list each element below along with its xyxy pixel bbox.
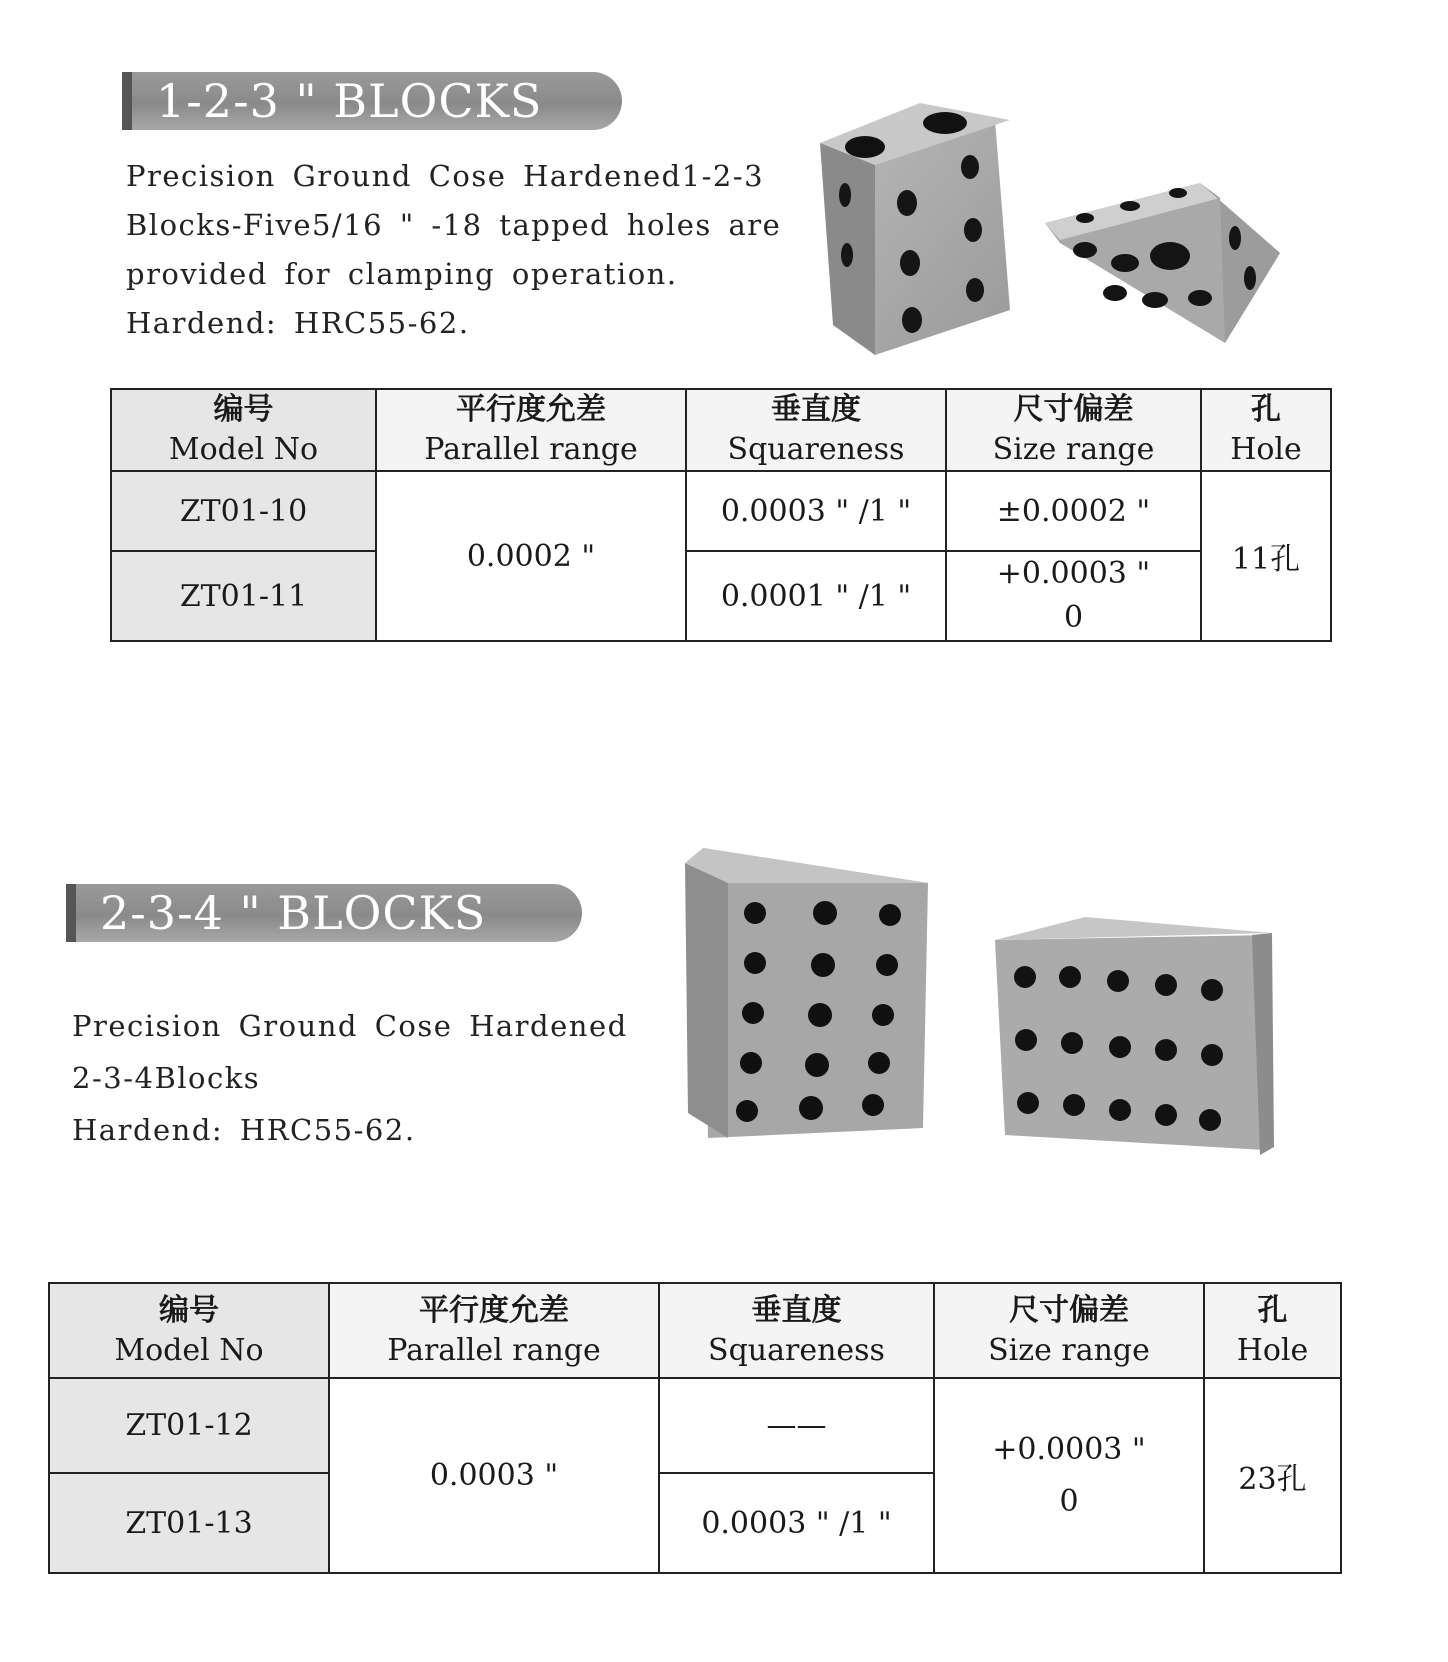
header-hole (1204, 1283, 1341, 1378)
header-squareness-cn: 垂直度 (771, 392, 861, 427)
block-234-upright-image (683, 843, 933, 1143)
desc-line: Precision Ground Cose Hardened (72, 1009, 628, 1043)
header-model-en: Model No (114, 1332, 264, 1368)
desc-line: Precision Ground Cose Hardened1-2-3 (126, 159, 765, 193)
header-size (946, 389, 1201, 471)
hole-cell: 11孔 (1201, 471, 1331, 641)
header-hole-en: Hole (1236, 1332, 1309, 1368)
table-row (111, 551, 1331, 641)
desc-line: Blocks-Five5/16 " -18 tapped holes are (126, 208, 782, 242)
header-squareness-en: Squareness (708, 1332, 885, 1368)
description-234 (72, 1000, 628, 1156)
size-value: +0.0003 " (992, 1431, 1146, 1467)
size-value-lower: 0 (1059, 1483, 1079, 1519)
table-row (111, 471, 1331, 551)
squareness-cell: 0.0003 " /1 " (686, 471, 946, 551)
header-model (49, 1283, 329, 1378)
header-squareness (659, 1283, 934, 1378)
hole-cell: 23孔 (1204, 1378, 1341, 1573)
header-hole (1201, 389, 1331, 471)
header-hole-cn: 孔 (1257, 1292, 1288, 1328)
block-123-upright-image (815, 95, 1015, 360)
block-234-flat-image (990, 915, 1275, 1165)
header-size (934, 1283, 1204, 1378)
desc-line: provided for clamping operation. (126, 257, 678, 291)
header-squareness-en: Squareness (727, 432, 905, 467)
desc-line: Hardend: HRC55-62. (72, 1113, 416, 1147)
header-size-cn: 尺寸偏差 (1009, 1292, 1129, 1328)
table-row (49, 1378, 1341, 1473)
section-title-234: 2-3-4 " BLOCKS (66, 884, 582, 942)
header-model (111, 389, 376, 471)
header-hole-en: Hole (1230, 432, 1302, 467)
header-size-en: Size range (992, 432, 1155, 467)
header-hole-cn: 孔 (1251, 392, 1281, 427)
header-model-cn: 编号 (213, 392, 274, 427)
header-size-cn: 尺寸偏差 (1013, 392, 1134, 427)
size-value: +0.0003 " (996, 556, 1151, 591)
parallel-cell: 0.0003 " (329, 1378, 659, 1573)
squareness-cell: 0.0001 " /1 " (686, 551, 946, 641)
header-size-en: Size range (988, 1332, 1150, 1368)
size-cell (946, 551, 1201, 641)
model-cell: ZT01-10 (111, 471, 376, 551)
header-parallel (376, 389, 686, 471)
header-parallel-cn: 平行度允差 (456, 392, 606, 427)
model-cell: ZT01-12 (49, 1378, 329, 1473)
header-parallel-en: Parallel range (424, 432, 638, 467)
model-cell: ZT01-13 (49, 1473, 329, 1573)
squareness-cell: —— (659, 1378, 934, 1473)
spec-table-123 (110, 388, 1332, 642)
header-squareness-cn: 垂直度 (751, 1292, 842, 1328)
header-parallel-cn: 平行度允差 (419, 1292, 569, 1328)
parallel-cell: 0.0002 " (376, 471, 686, 641)
spec-table-234 (48, 1282, 1342, 1574)
block-123-tilted-image (1040, 178, 1285, 348)
model-cell: ZT01-11 (111, 551, 376, 641)
header-squareness (686, 389, 946, 471)
header-model-en: Model No (168, 432, 319, 467)
size-value-lower: 0 (1063, 600, 1084, 635)
size-cell: ±0.0002 " (946, 471, 1201, 551)
desc-line: 2-3-4Blocks (72, 1061, 261, 1095)
header-parallel (329, 1283, 659, 1378)
description-123 (126, 152, 781, 348)
header-parallel-en: Parallel range (387, 1332, 601, 1368)
squareness-cell: 0.0003 " /1 " (659, 1473, 934, 1573)
header-model-cn: 编号 (159, 1292, 219, 1328)
section-title-123: 1-2-3 " BLOCKS (122, 72, 622, 130)
desc-line: Hardend: HRC55-62. (126, 306, 470, 340)
size-cell (934, 1378, 1204, 1573)
